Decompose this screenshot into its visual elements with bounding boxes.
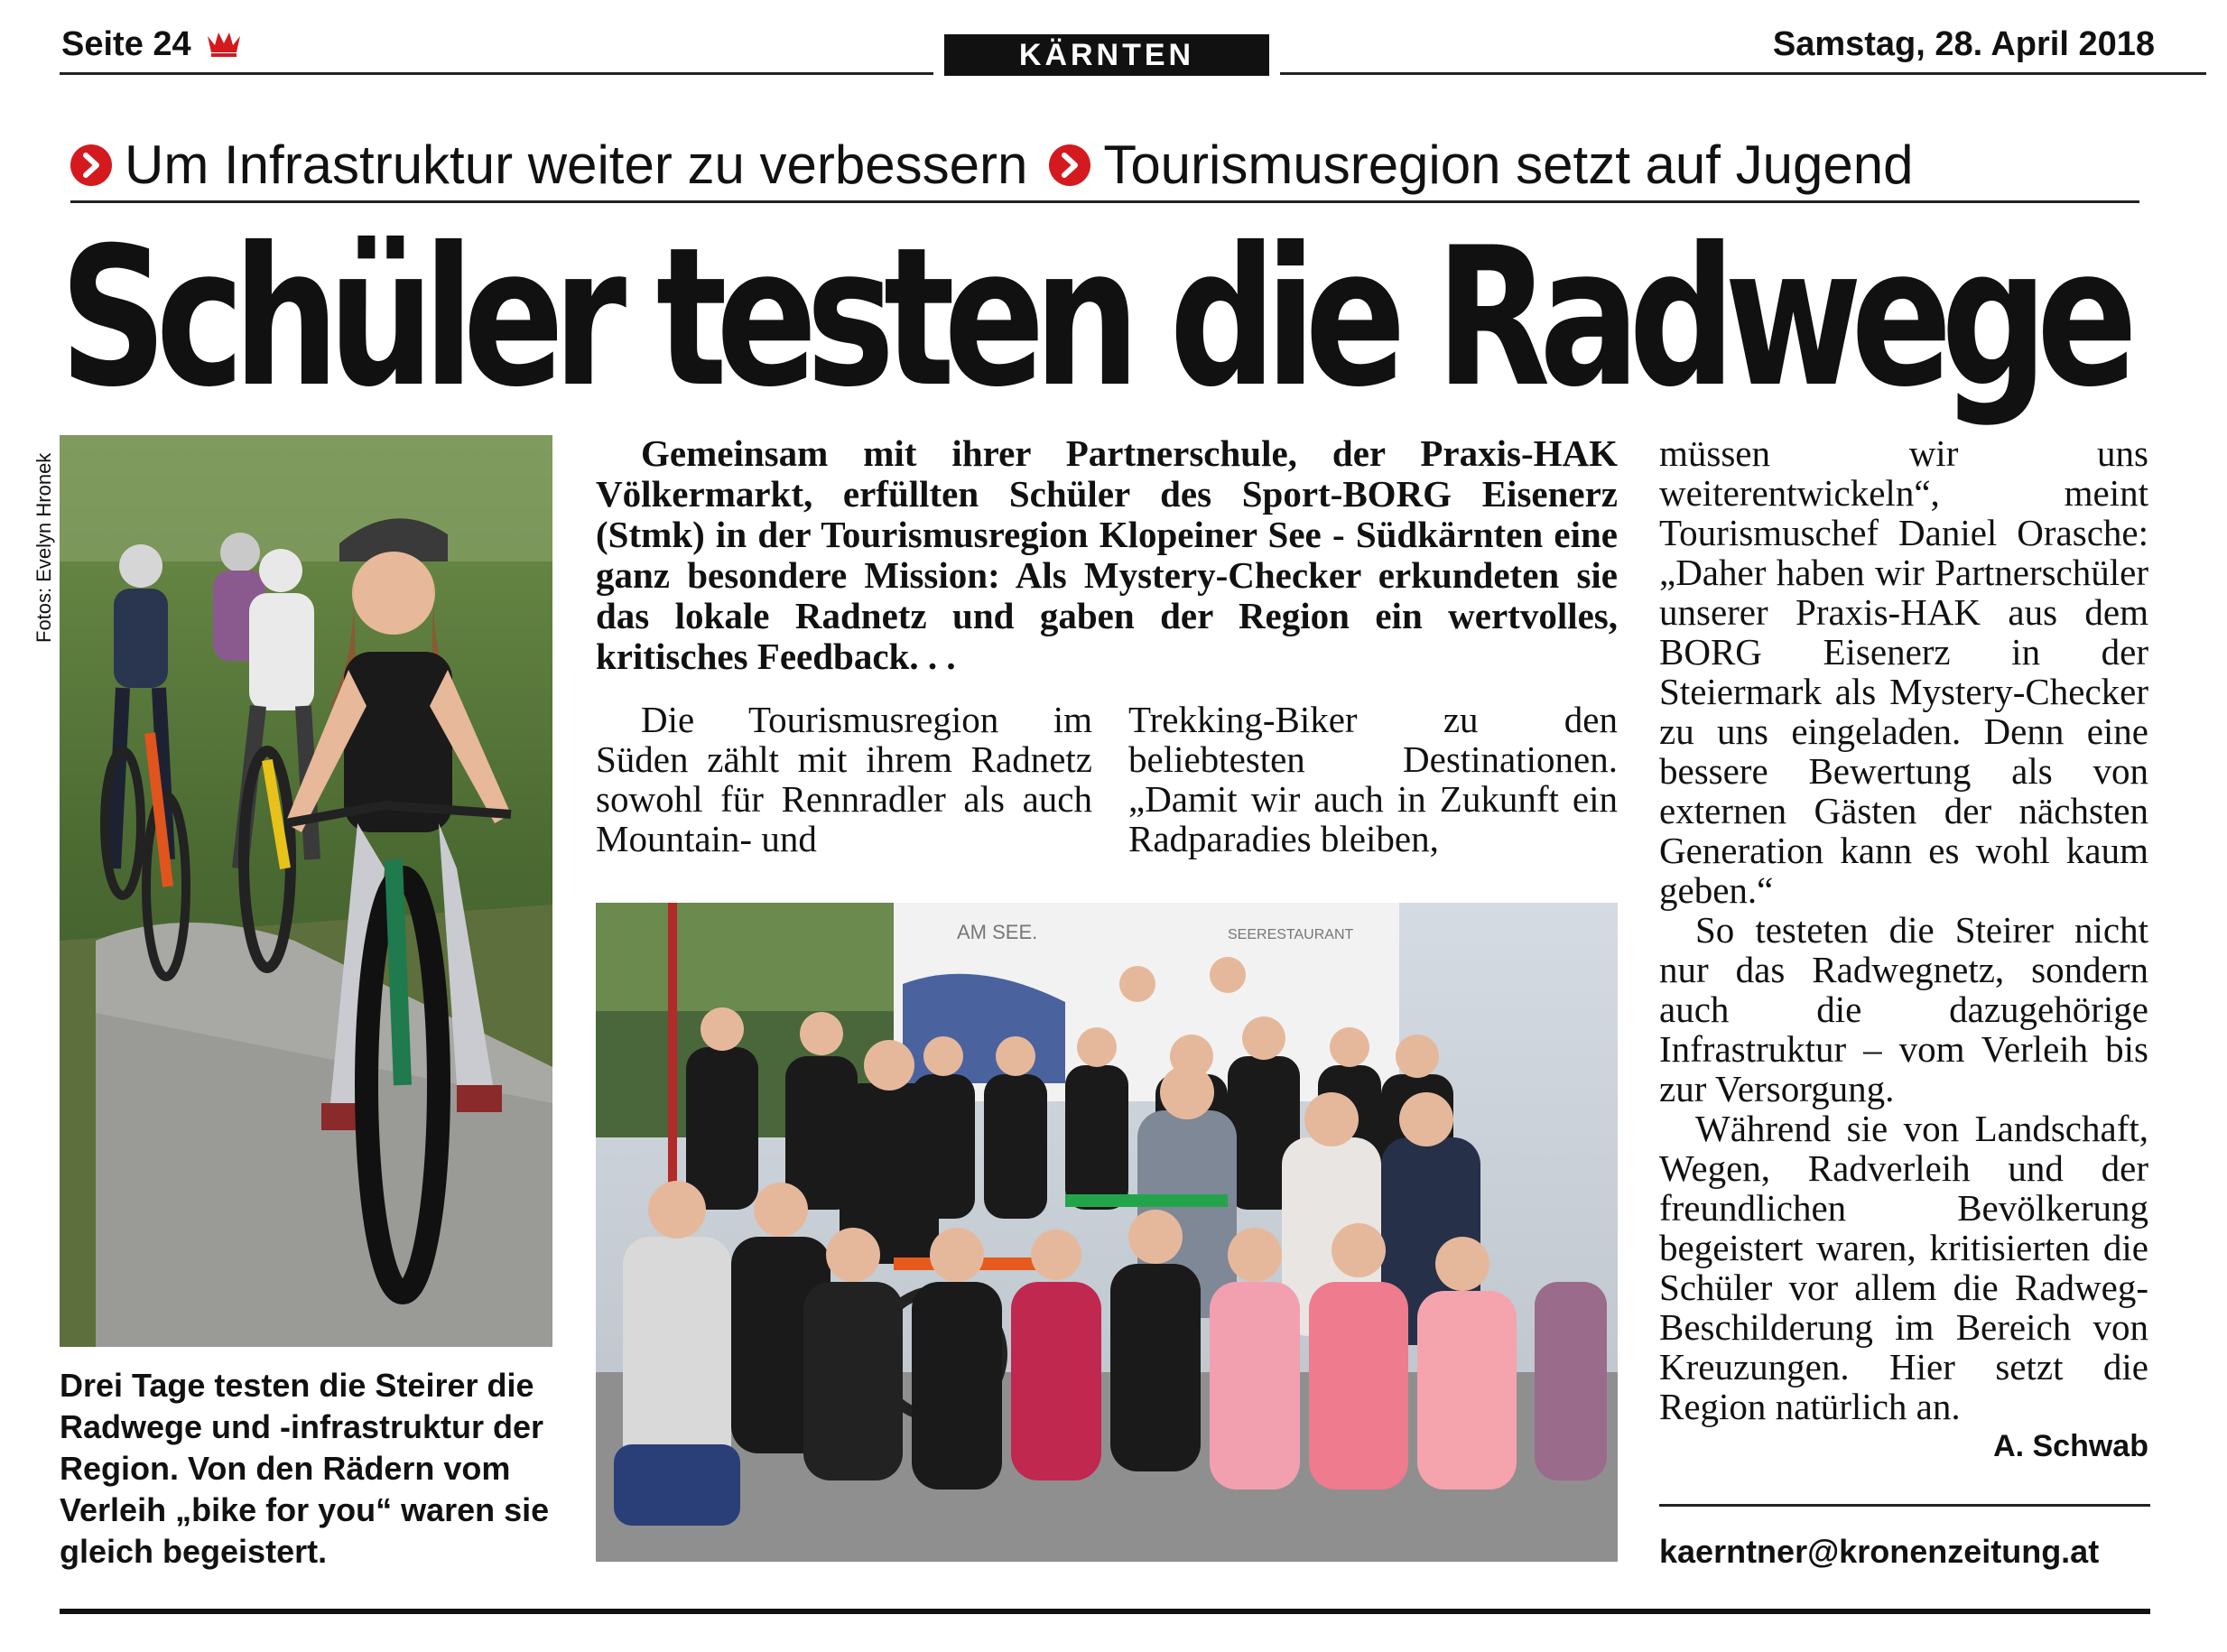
column-rule <box>1659 1504 2150 1507</box>
sign-text: SEERESTAURANT <box>1228 927 1354 942</box>
cyclists-photo <box>60 435 552 1347</box>
section-label: KÄRNTEN <box>944 34 1269 76</box>
crown-icon <box>206 27 242 58</box>
sign-text: AM SEE. <box>957 921 1038 943</box>
header-rule-right <box>1280 72 2206 75</box>
kicker-item: Um Infrastruktur weiter zu verbessern <box>125 135 1028 195</box>
body-paragraph: So testeten die Steirer nicht nur das Radwegnetz, sondern auch die dazugehörige Infrastruktur – vom Verleih bis zur Versorgung. <box>1659 909 2148 1109</box>
chevron-right-icon <box>70 144 112 186</box>
page-number: Seite 24 <box>61 25 191 63</box>
photo-caption: Drei Tage testen die Steirer die Radwege und -infrastruktur der Region. Von den Rädern vom Verleih „bike for you“ waren sie gleich begeistert. <box>60 1367 550 1570</box>
photo-credit-text: Fotos: Evelyn Hronek <box>32 452 55 643</box>
kicker-line <box>70 134 2138 202</box>
body-paragraph <box>1659 1108 2148 1463</box>
photo-credit <box>32 435 54 643</box>
kicker-rule <box>70 200 2139 203</box>
author-byline: A. Schwab <box>1993 1429 2148 1463</box>
body-paragraph: müssen wir uns weiterentwickeln“, meint Tourismuschef Daniel Orasche: „Daher haben wir Partnerschüler unserer Praxis-HAK aus dem BORG Eisenerz in der Steiermark als Mystery-Checker zu uns eingeladen. Denn eine bessere Bewertung als von externen Gästen der nächsten Generation kann es wohl kaum geben.“ <box>1659 432 2148 911</box>
contact-email[interactable]: kaerntner@kronenzeitung.at <box>1659 1533 2100 1570</box>
bottom-rule <box>60 1609 2150 1614</box>
body-column-a: Die Tourismusregion im Süden zählt mit ihrem Radnetz sowohl für Rennradler als auch Mountain- und <box>596 699 1092 859</box>
header-rule-left <box>60 72 933 75</box>
chevron-right-icon <box>1049 144 1090 186</box>
body-paragraph-text: Während sie von Landschaft, Wegen, Radverleih und der freundlichen Bevölkerung begeistert waren, kritisierten die Schüler vor allem die Radweg-Beschilderung im Bereich von Kreuzungen. Hier setzt die Region natürlich an. <box>1659 1108 2148 1427</box>
kicker-item: Tourismusregion setzt auf Jugend <box>1103 135 1914 195</box>
group-photo <box>596 903 1618 1562</box>
issue-date: Samstag, 28. April 2018 <box>1772 25 2155 63</box>
body-column-c <box>1659 433 2148 1466</box>
body-column-b: Trekking-Biker zu den beliebtesten Destinationen. „Damit wir auch in Zukunft ein Radparadies bleiben, <box>1128 699 1618 859</box>
lead-paragraph: Gemeinsam mit ihrer Partnerschule, der Praxis-HAK Völkermarkt, erfüllten Schüler des Sport-BORG Eisenerz (Stmk) in der Tourismusregion Klopeiner See - Südkärnten eine ganz besondere Mission: Als Mystery-Checker erkundeten sie das lokale Radnetz und gaben der Region ein wertvolles, kritisches Feedback. . . <box>596 432 1618 677</box>
headline: Schüler testen die Radwege <box>60 206 2127 429</box>
